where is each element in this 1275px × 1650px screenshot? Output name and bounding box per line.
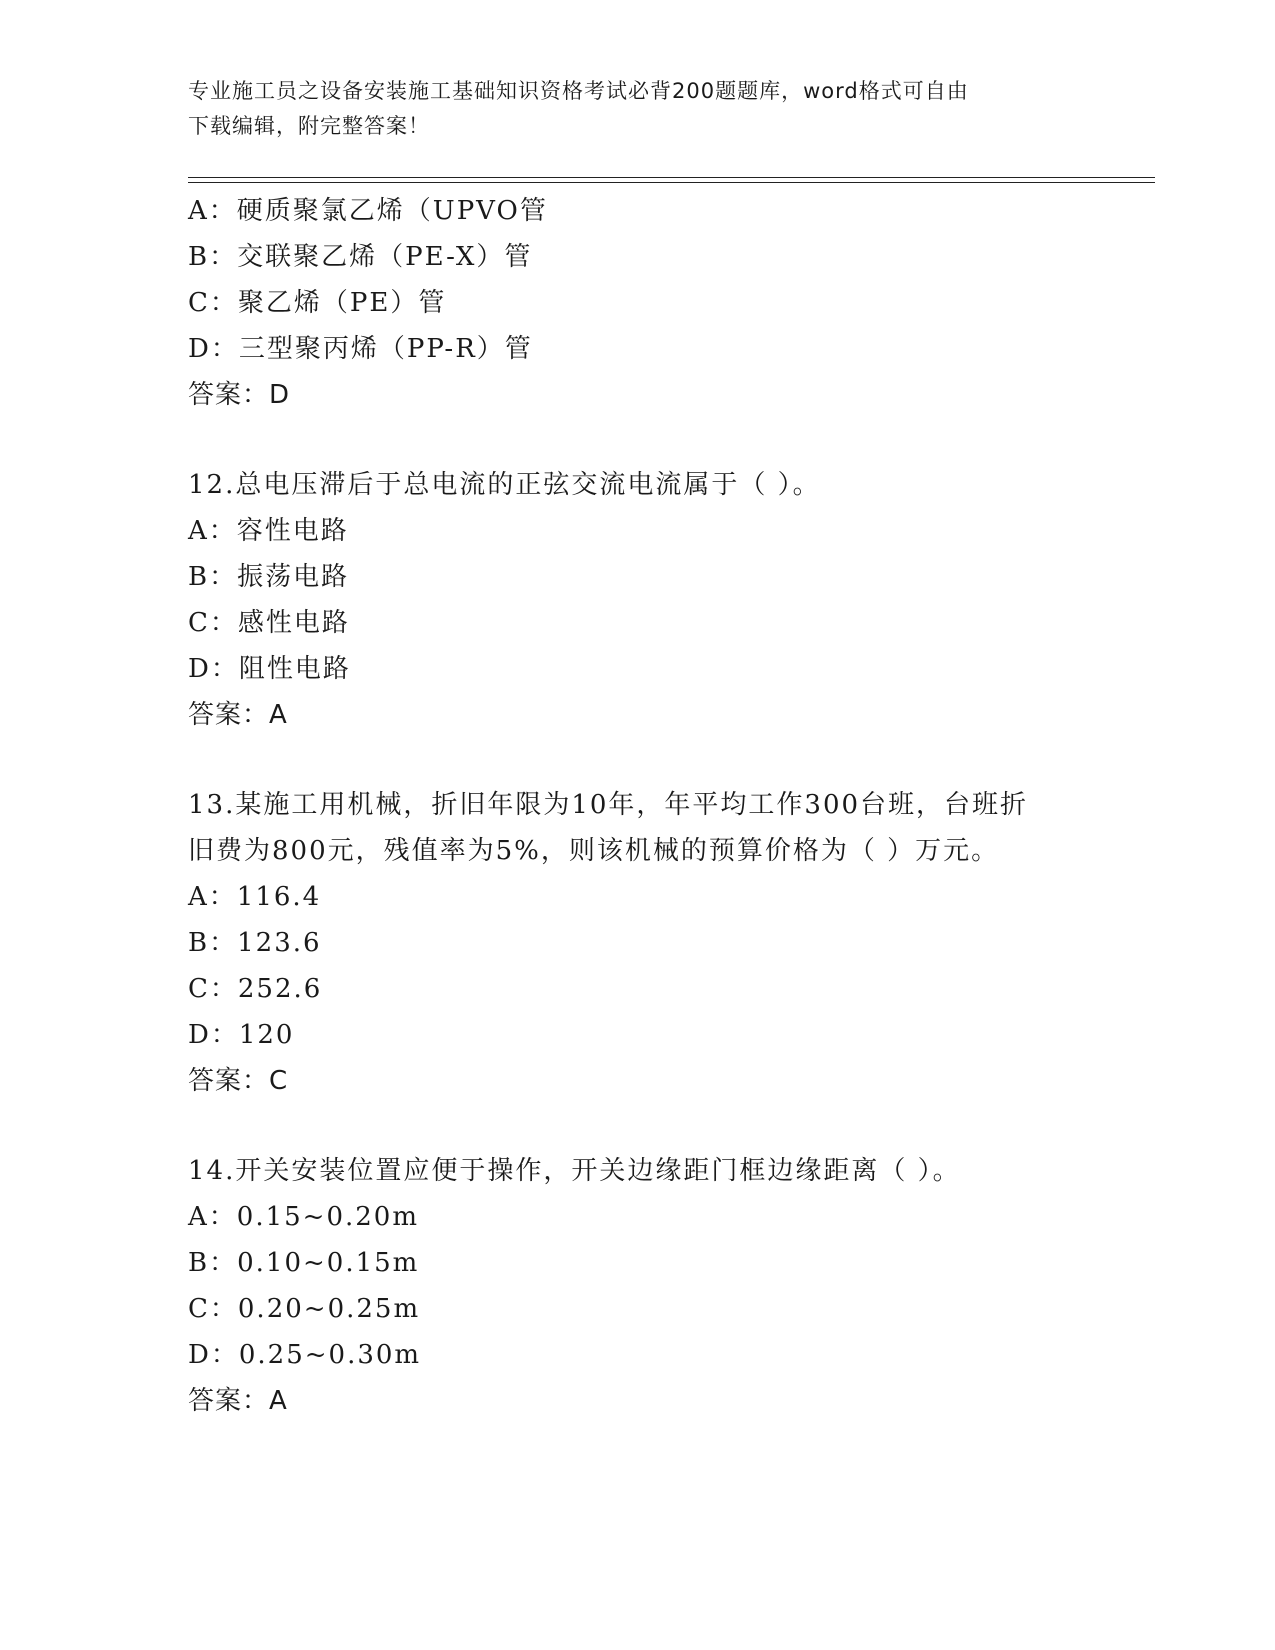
question-11 xyxy=(188,188,1148,418)
option-a: A：硬质聚氯乙烯（UPVO管 xyxy=(188,196,548,226)
option-a: A：0.15~0.20m xyxy=(188,1202,419,1232)
question-text-line-1: 13.某施工用机械，折旧年限为10年，年平均工作300台班，台班折 xyxy=(188,790,1029,820)
spacer xyxy=(188,418,1148,462)
option-c: C：聚乙烯（PE）管 xyxy=(188,288,447,318)
answer: 答案：A xyxy=(188,700,288,730)
option-a: A：容性电路 xyxy=(188,516,349,546)
option-b: B：123.6 xyxy=(188,928,322,958)
answer: 答案：A xyxy=(188,1386,288,1416)
question-13 xyxy=(188,782,1148,1104)
header-divider-top xyxy=(188,177,1155,178)
option-c: C：感性电路 xyxy=(188,608,350,638)
question-text: 14.开关安装位置应便于操作，开关边缘距门框边缘距离（ ）。 xyxy=(188,1156,961,1186)
question-list xyxy=(188,188,1148,1424)
question-text: 12.总电压滞后于总电流的正弦交流电流属于（ ）。 xyxy=(188,470,821,500)
option-c: C：0.20~0.25m xyxy=(188,1294,421,1324)
question-14 xyxy=(188,1148,1148,1424)
answer: 答案：D xyxy=(188,380,291,410)
header-line-1: 专业施工员之设备安装施工基础知识资格考试必背200题题库，word格式可自由 xyxy=(188,79,969,103)
header-line-2: 下载编辑，附完整答案！ xyxy=(188,114,430,138)
spacer xyxy=(188,738,1148,782)
option-d: D：0.25~0.30m xyxy=(188,1340,422,1370)
header-divider-bottom xyxy=(188,182,1155,183)
option-d: D：三型聚丙烯（PP-R）管 xyxy=(188,334,533,364)
question-12 xyxy=(188,462,1148,738)
spacer xyxy=(188,1104,1148,1148)
option-a: A：116.4 xyxy=(188,882,322,912)
option-b: B：振荡电路 xyxy=(188,562,350,592)
question-text-line-2: 旧费为800元，残值率为5%，则该机械的预算价格为（ ）万元。 xyxy=(188,836,1000,866)
option-b: B：0.10~0.15m xyxy=(188,1248,420,1278)
option-d: D：120 xyxy=(188,1020,295,1050)
document-header xyxy=(188,74,1088,144)
option-b: B：交联聚乙烯（PE-X）管 xyxy=(188,242,533,272)
answer: 答案：C xyxy=(188,1066,289,1096)
option-d: D：阻性电路 xyxy=(188,654,351,684)
option-c: C：252.6 xyxy=(188,974,323,1004)
